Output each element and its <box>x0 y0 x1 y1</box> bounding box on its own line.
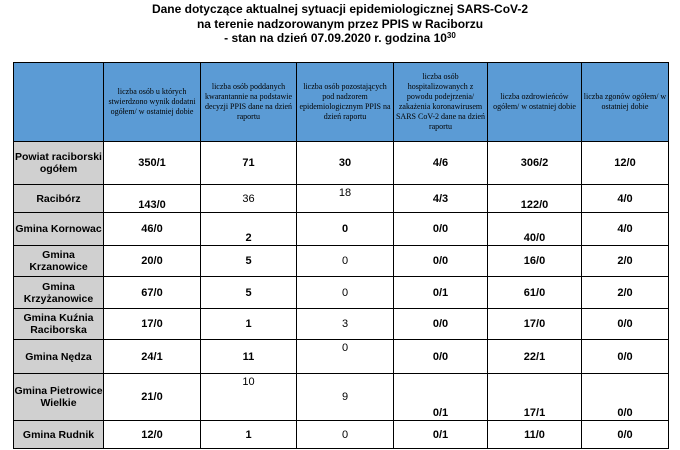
deaths-value: 2/0 <box>582 246 669 277</box>
recovered-value: 122/0 <box>488 185 582 213</box>
supervision-value: 0 <box>297 421 394 449</box>
quarantine-value: 36 <box>201 185 297 213</box>
row-name: Racibórz <box>14 185 104 213</box>
quarantine-value: 1 <box>201 421 297 449</box>
header-quarantine: liczba osób poddanych kwarantannie na podstawie decyzji PPIS dane na dzień raportu <box>201 63 297 142</box>
header-corner-cell <box>14 63 104 142</box>
header-positive-cases: liczba osób u których stwierdzono wynik dodatni ogółem/ w ostatniej dobie <box>104 63 201 142</box>
deaths-value: 0/0 <box>582 309 669 340</box>
row-name: Gmina Krzanowice <box>14 246 104 277</box>
recovered-value: 16/0 <box>488 246 582 277</box>
title-line-3 <box>0 31 680 46</box>
table-row <box>14 374 669 421</box>
row-name: Gmina Pietrowice Wielkie <box>14 374 104 421</box>
supervision-value: 18 <box>297 185 394 213</box>
title-line-1: Dane dotyczące aktualnej sytuacji epidemiologicznej SARS-CoV-2 <box>151 2 529 16</box>
covid-statistics-table <box>13 62 669 449</box>
positive-cases-value: 143/0 <box>104 185 201 213</box>
hospitalized-value: 0/1 <box>394 374 488 421</box>
row-name: Gmina Krzyżanowice <box>14 277 104 309</box>
table-row <box>14 421 669 449</box>
recovered-value: 61/0 <box>488 277 582 309</box>
deaths-value: 0/0 <box>582 374 669 421</box>
deaths-value: 4/0 <box>582 185 669 213</box>
table-row <box>14 340 669 374</box>
table-row <box>14 185 669 213</box>
table-row <box>14 246 669 277</box>
document-title <box>0 2 680 46</box>
quarantine-value: 2 <box>201 213 297 246</box>
hospitalized-value: 0/0 <box>394 213 488 246</box>
header-deaths: liczba zgonów ogółem/ w ostatniej dobie <box>582 63 669 142</box>
header-supervision: liczba osób pozostających pod nadzorem epidemiologicznym PPIS na dzień raportu <box>297 63 394 142</box>
supervision-value: 0 <box>297 340 394 374</box>
row-name: Gmina Nędza <box>14 340 104 374</box>
positive-cases-value: 21/0 <box>104 374 201 421</box>
row-name: Powiat raciborski ogółem <box>14 142 104 185</box>
positive-cases-value: 17/0 <box>104 309 201 340</box>
quarantine-value: 11 <box>201 340 297 374</box>
positive-cases-value: 24/1 <box>104 340 201 374</box>
hospitalized-value: 0/1 <box>394 277 488 309</box>
supervision-value: 3 <box>297 309 394 340</box>
recovered-value: 17/1 <box>488 374 582 421</box>
deaths-value: 2/0 <box>582 277 669 309</box>
recovered-value: 22/1 <box>488 340 582 374</box>
deaths-value: 12/0 <box>582 142 669 185</box>
table-row <box>14 309 669 340</box>
positive-cases-value: 46/0 <box>104 213 201 246</box>
quarantine-value: 5 <box>201 277 297 309</box>
title-line-2: na terenie nadzorowanym przez PPIS w Raciborzu <box>196 16 484 31</box>
supervision-value: 0 <box>297 213 394 246</box>
hospitalized-value: 4/6 <box>394 142 488 185</box>
header-row <box>14 63 669 142</box>
hospitalized-value: 0/1 <box>394 421 488 449</box>
quarantine-value: 10 <box>201 374 297 421</box>
positive-cases-value: 20/0 <box>104 246 201 277</box>
positive-cases-value: 67/0 <box>104 277 201 309</box>
supervision-value: 0 <box>297 277 394 309</box>
hospitalized-value: 0/0 <box>394 246 488 277</box>
hospitalized-value: 0/0 <box>394 340 488 374</box>
recovered-value: 17/0 <box>488 309 582 340</box>
positive-cases-value: 12/0 <box>104 421 201 449</box>
deaths-value: 0/0 <box>582 421 669 449</box>
row-name: Gmina Rudnik <box>14 421 104 449</box>
supervision-value: 30 <box>297 142 394 185</box>
quarantine-value: 71 <box>201 142 297 185</box>
supervision-value: 9 <box>297 374 394 421</box>
title-line-3-text: - stan na dzień 07.09.2020 r. godzina 10 <box>224 31 447 45</box>
recovered-value: 306/2 <box>488 142 582 185</box>
title-hour-superscript: 30 <box>446 31 456 40</box>
table-row <box>14 142 669 185</box>
recovered-value: 11/0 <box>488 421 582 449</box>
table-row <box>14 213 669 246</box>
table-row <box>14 277 669 309</box>
recovered-value: 40/0 <box>488 213 582 246</box>
hospitalized-value: 4/3 <box>394 185 488 213</box>
header-recovered: liczba ozdrowieńców ogółem/ w ostatniej dobie <box>488 63 582 142</box>
row-name: Gmina Kuźnia Raciborska <box>14 309 104 340</box>
deaths-value: 0/0 <box>582 340 669 374</box>
supervision-value: 0 <box>297 246 394 277</box>
quarantine-value: 5 <box>201 246 297 277</box>
deaths-value: 4/0 <box>582 213 669 246</box>
positive-cases-value: 350/1 <box>104 142 201 185</box>
row-name: Gmina Kornowac <box>14 213 104 246</box>
hospitalized-value: 0/0 <box>394 309 488 340</box>
header-hospitalized: liczba osób hospitalizowanych z powodu podejrzenia/ zakażenia koronawirusem SARS CoV-2 dane na dzień raportu <box>394 63 488 142</box>
quarantine-value: 1 <box>201 309 297 340</box>
